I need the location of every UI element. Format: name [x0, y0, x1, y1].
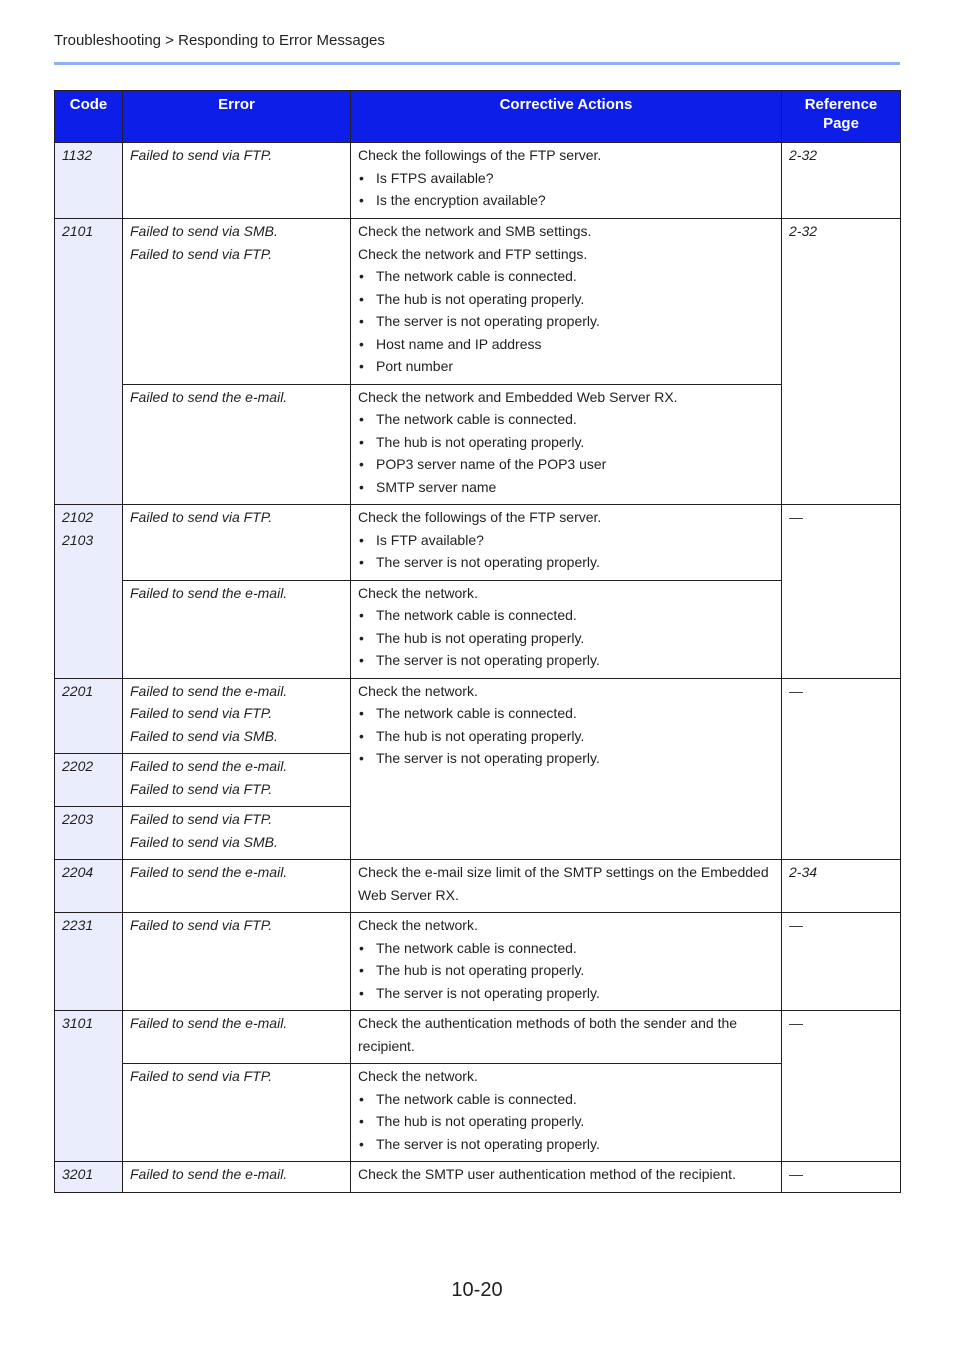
error-code-cell [55, 860, 123, 913]
action-text: Check the network. [358, 682, 478, 699]
table-row [55, 860, 901, 913]
action-bullet-item: • The hub is not operating properly. [358, 959, 774, 982]
action-bullet-item: • POP3 server name of the POP3 user [358, 453, 774, 476]
error-code-cell: 2201 [55, 678, 123, 754]
reference-page-cell: 2-32 [782, 143, 901, 219]
error-message: Failed to send via FTP. [130, 811, 273, 827]
reference-page-cell: — [782, 913, 901, 1011]
corrective-actions-cell [351, 219, 782, 385]
action-bullet-list [358, 937, 774, 1005]
header-reference-page-label: Reference Page [804, 96, 878, 132]
error-message-cell [123, 754, 351, 807]
action-bullet-item: • The server is not operating properly. [358, 310, 774, 333]
reference-page-cell: — [782, 1011, 901, 1162]
action-bullet-item: • The hub is not operating properly. [358, 1110, 774, 1133]
header-corrective-actions: Corrective Actions [351, 91, 782, 143]
table-row [55, 1064, 901, 1162]
action-bullet-item: • The server is not operating properly. [358, 649, 774, 672]
action-bullet-list [358, 702, 774, 770]
error-code-cell [55, 913, 123, 1011]
error-message: Failed to send via FTP. [130, 147, 273, 163]
table-row [55, 913, 901, 1011]
action-bullet-item: • The network cable is connected. [358, 937, 774, 960]
action-text: Check the followings of the FTP server. [358, 509, 602, 525]
error-message-cell [123, 678, 351, 754]
error-message: Failed to send via FTP. [130, 917, 273, 933]
action-bullet-item: • The server is not operating properly. [358, 1133, 774, 1156]
action-text: Check the authentication methods of both the sender and the recipient. [358, 1015, 738, 1054]
error-code-cell [55, 219, 123, 505]
corrective-actions-cell [351, 1064, 782, 1162]
corrective-actions-cell [351, 143, 782, 219]
error-code: 2204 [62, 864, 94, 880]
reference-page-cell: 2-34 [782, 860, 901, 913]
action-bullet-item: • The network cable is connected. [358, 604, 774, 627]
error-message: Failed to send via SMB. [130, 223, 278, 239]
reference-page-cell: — [782, 678, 901, 860]
table-row [55, 678, 901, 754]
error-message: Failed to send via FTP. [130, 780, 273, 797]
action-bullet-list [358, 1088, 774, 1156]
action-bullet-item: • Is FTP available? [358, 529, 774, 552]
action-text: Check the SMTP user authentication method of the recipient. [358, 1166, 736, 1182]
table-row [55, 219, 901, 385]
table-row [55, 1011, 901, 1064]
action-bullet-item: • Host name and IP address [358, 333, 774, 356]
action-text: Check the followings of the FTP server. [358, 147, 602, 163]
header-rule [54, 62, 900, 65]
error-message-cell [123, 1011, 351, 1064]
error-code-cell: 2202 [55, 754, 123, 807]
error-message-cell [123, 807, 351, 860]
error-code-cell [55, 143, 123, 219]
corrective-actions-cell [351, 1011, 782, 1064]
action-bullet-item: • The server is not operating properly. [358, 551, 774, 574]
action-bullet-item: • The network cable is connected. [358, 265, 774, 288]
action-bullet-list [358, 408, 774, 498]
error-code: 2103 [62, 531, 94, 548]
action-bullet-item: • The network cable is connected. [358, 702, 774, 725]
action-bullet-list [358, 529, 774, 574]
action-bullet-list [358, 167, 774, 212]
action-bullet-item: • SMTP server name [358, 476, 774, 499]
page-number: 10-20 [451, 1279, 503, 1301]
error-message: Failed to send the e-mail. [130, 1166, 288, 1182]
error-code-cell [55, 1162, 123, 1193]
table-row [55, 1162, 901, 1193]
error-message-cell [123, 913, 351, 1011]
error-message-cell [123, 384, 351, 505]
error-message: Failed to send via FTP. [130, 245, 273, 262]
table-row [55, 143, 901, 219]
error-code: 3201 [62, 1166, 94, 1182]
error-code: 2102 [62, 509, 94, 525]
action-bullet-item: • The hub is not operating properly. [358, 725, 774, 748]
error-message-cell [123, 143, 351, 219]
corrective-actions-cell [351, 678, 782, 860]
error-message: Failed to send via FTP. [130, 1068, 273, 1084]
header-code: Code [55, 91, 123, 143]
error-message: Failed to send the e-mail. [130, 864, 288, 880]
error-code: 2231 [62, 917, 94, 933]
action-bullet-item: • Port number [358, 355, 774, 378]
error-message: Failed to send the e-mail. [130, 1015, 288, 1031]
error-table [54, 90, 901, 1193]
error-message: Failed to send via FTP. [130, 705, 273, 721]
error-message: Failed to send via FTP. [130, 509, 273, 525]
table-row [55, 505, 901, 581]
error-code: 1132 [62, 147, 93, 163]
corrective-actions-cell [351, 913, 782, 1011]
action-text: Check the network. [358, 1068, 478, 1084]
corrective-actions-cell [351, 1162, 782, 1193]
table-header-row [55, 91, 901, 143]
error-code: 2101 [62, 223, 94, 239]
action-bullet-list [358, 265, 774, 378]
corrective-actions-cell [351, 580, 782, 678]
action-text: Check the e-mail size limit of the SMTP settings on the Embedded Web Server RX. [358, 864, 769, 903]
action-bullet-item: • The hub is not operating properly. [358, 431, 774, 454]
action-text: Check the network. [358, 917, 478, 933]
action-bullet-item: • The network cable is connected. [358, 1088, 774, 1111]
reference-page-cell: — [782, 1162, 901, 1193]
action-bullet-item: • Is the encryption available? [358, 189, 774, 212]
reference-page-cell: — [782, 505, 901, 679]
error-message: Failed to send via SMB. [130, 833, 278, 850]
corrective-actions-cell [351, 384, 782, 505]
action-text: Check the network and FTP settings. [358, 245, 588, 262]
corrective-actions-cell [351, 505, 782, 581]
reference-page-cell: 2-32 [782, 219, 901, 505]
action-bullet-item: • The hub is not operating properly. [358, 288, 774, 311]
error-message-cell [123, 1162, 351, 1193]
action-bullet-item: • The server is not operating properly. [358, 982, 774, 1005]
error-code-cell [55, 505, 123, 679]
error-message-cell [123, 580, 351, 678]
error-message: Failed to send via SMB. [130, 727, 278, 744]
error-code: 3101 [62, 1015, 94, 1031]
action-text: Check the network and SMB settings. [358, 223, 592, 239]
error-message: Failed to send the e-mail. [130, 584, 288, 601]
error-code-cell: 2203 [55, 807, 123, 860]
error-code-cell [55, 1011, 123, 1162]
action-bullet-item: • The network cable is connected. [358, 408, 774, 431]
error-message-cell [123, 505, 351, 581]
header-error: Error [123, 91, 351, 143]
error-message: Failed to send the e-mail. [130, 682, 288, 699]
error-message-cell [123, 219, 351, 385]
error-message-cell [123, 1064, 351, 1162]
action-bullet-item: • Is FTPS available? [358, 167, 774, 190]
error-message: Failed to send the e-mail. [130, 758, 288, 774]
action-bullet-item: • The hub is not operating properly. [358, 627, 774, 650]
breadcrumb: Troubleshooting > Responding to Error Messages [54, 32, 385, 49]
action-text: Check the network and Embedded Web Server RX. [358, 388, 678, 405]
error-message-cell [123, 860, 351, 913]
action-text: Check the network. [358, 584, 478, 601]
corrective-actions-cell [351, 860, 782, 913]
action-bullet-item: • The server is not operating properly. [358, 747, 774, 770]
error-message: Failed to send the e-mail. [130, 388, 288, 405]
table-row [55, 580, 901, 678]
table-row [55, 384, 901, 505]
header-reference-page [782, 91, 901, 143]
action-bullet-list [358, 604, 774, 672]
